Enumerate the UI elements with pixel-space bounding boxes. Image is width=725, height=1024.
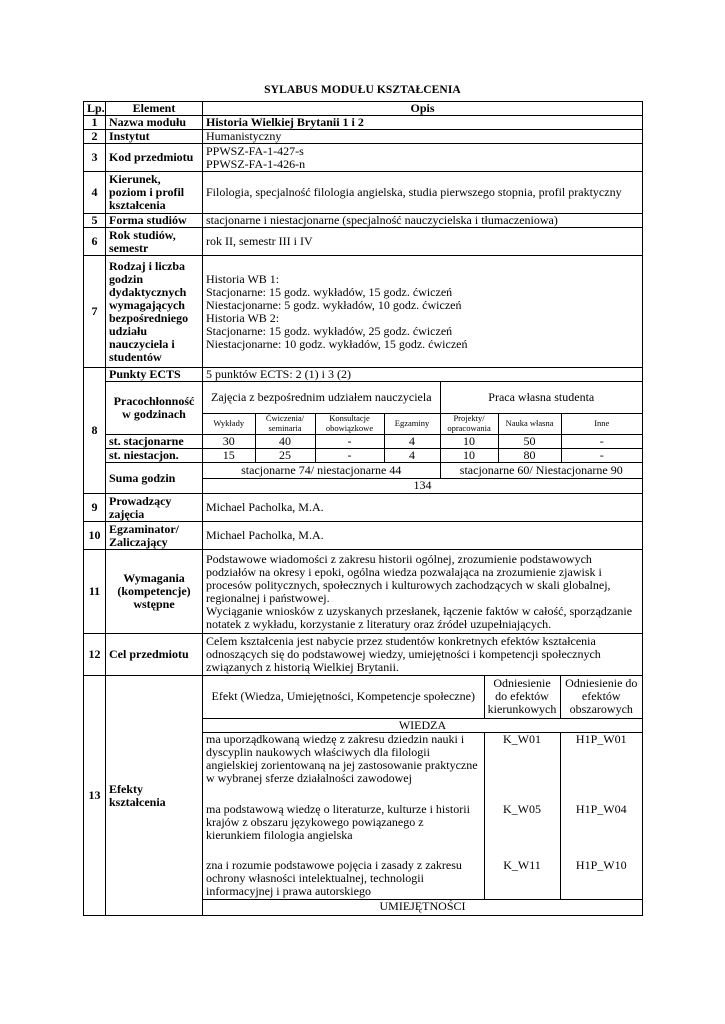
area-ref-header: Odniesienie do efektów obszarowych — [560, 676, 642, 718]
element-label: Nazwa modułu — [106, 116, 203, 130]
sum-values-cell — [203, 463, 643, 494]
sum-label: Suma godzin — [106, 463, 203, 494]
row-number: 2 — [84, 130, 106, 144]
extramural-values-cell — [203, 449, 643, 463]
learning-outcomes-cell — [203, 676, 643, 916]
element-label: Wymagania (kompetencje) wstępne — [106, 550, 203, 634]
outcome-text: ma podstawową wiedzę o literaturze, kulturze i historii krajów z obszaru językowego powiązanego z kierunkiem filologia angielska — [206, 801, 470, 842]
row-8-ects — [84, 368, 643, 382]
row-7 — [84, 256, 643, 368]
value-cell: - — [599, 448, 604, 462]
hours-line: Niestacjonarne: 5 godz. wykładów, 10 godz. ćwiczeń — [206, 297, 462, 312]
institute-value: Humanistyczny — [203, 130, 643, 144]
header-row — [84, 102, 643, 116]
row-9 — [84, 494, 643, 522]
element-label: Rodzaj i liczba godzin dydaktycznych wymagających bezpośredniego udziału nauczyciela i studentów — [106, 256, 203, 368]
col-header: Ćwiczenia/ seminaria — [255, 413, 315, 434]
sum-direct: stacjonarne 74/ niestacjonarne 44 — [203, 463, 440, 478]
sum-total: 134 — [413, 478, 432, 493]
skills-section-header: UMIEJĘTNOŚCI — [203, 899, 642, 913]
row-number: 10 — [84, 522, 106, 550]
examiner-value: Michael Pacholka, M.A. — [203, 522, 643, 550]
col-header: Konsultacje obowiązkowe — [315, 413, 384, 434]
row-number: 5 — [84, 214, 106, 228]
value-cell: 10 — [440, 449, 498, 462]
outcome-text: zna i rozumie podstawowe pojęcia i zasady z zakresu ochrony własności intelektualnej, technologii informacyjnej i prawa autorskiego — [206, 857, 462, 898]
code-stationary: PPWSZ-FA-1-427-s — [206, 143, 304, 158]
value-cell: 10 — [440, 435, 498, 448]
workload-label: Pracochłonność w godzinach — [106, 382, 203, 435]
element-label: Kod przedmiotu — [106, 144, 203, 172]
row-1 — [84, 116, 643, 130]
extramural-label: st. niestacjon. — [106, 449, 203, 463]
element-label: Prowadzący zajęcia — [106, 494, 203, 522]
row-8-workload — [84, 382, 643, 435]
requirements-knowledge: Podstawowe wiadomości z zakresu historii ogólnej, zrozumienie podstawowych podziałów na okresy i epoki, ogólna wiedza pozwalająca na zrozumienie zjawisk i procesów politycznych, społecznych i kulturowych zachodzących w skali globalnej, regionalnej i państwowej. — [206, 551, 611, 605]
area-ref: H1P_W04 — [575, 801, 627, 816]
effect-header: Efekt (Wiedza, Umiejętności, Kompetencje społeczne) — [203, 676, 484, 718]
row-6 — [84, 228, 643, 256]
row-5 — [84, 214, 643, 228]
sum-values — [203, 463, 642, 493]
row-number: 7 — [84, 256, 106, 368]
element-label: Cel przedmiotu — [106, 634, 203, 676]
self-study-header: Praca własna studenta — [440, 382, 642, 413]
value-cell: 30 — [203, 435, 255, 448]
stationary-label: st. stacjonarne — [106, 435, 203, 449]
value-cell: - — [315, 435, 384, 448]
area-ref: H1P_W01 — [575, 731, 627, 746]
study-form-value: stacjonarne i niestacjonarne (specjalność nauczycielska i tłumaczeniowa) — [203, 214, 643, 228]
learning-outcomes-table — [203, 676, 642, 913]
field-ref: K_W01 — [503, 731, 541, 746]
outcome-texts — [203, 732, 484, 899]
row-number: 3 — [84, 144, 106, 172]
lecturer-value: Michael Pacholka, M.A. — [203, 494, 643, 522]
ects-label: Punkty ECTS — [106, 368, 203, 382]
row-8-stationary — [84, 435, 643, 449]
value-cell: 4 — [384, 449, 440, 462]
hours-line: Historia WB 2: — [206, 310, 280, 325]
element-label: Kierunek, poziom i profil kształcenia — [106, 172, 203, 214]
field-ref-header: Odniesienie do efektów kierunkowych — [484, 676, 560, 718]
row-number: 11 — [84, 550, 106, 634]
row-number: 12 — [84, 634, 106, 676]
document-title: SYLABUS MODUŁU KSZTAŁCENIA — [264, 84, 461, 96]
course-goal-value: Celem kształcenia jest nabycie przez studentów konkretnych efektów kształcenia odnoszących się do podstawowej wiedzy, umiejętności i kompetencji społecznych związanych z historią Wielkiej Brytanii. — [203, 634, 643, 676]
row-3 — [84, 144, 643, 172]
stationary-values-cell — [203, 435, 643, 449]
hours-line: Stacjonarne: 15 godz. wykładów, 15 godz. ćwiczeń — [206, 284, 453, 299]
course-code — [203, 144, 643, 172]
stationary-values — [203, 435, 642, 448]
element-label: Efekty kształcenia — [106, 676, 203, 916]
hours-line: Niestacjonarne: 10 godz. wykładów, 15 godz. ćwiczeń — [206, 336, 468, 351]
value-cell: 50 — [498, 435, 561, 448]
knowledge-section-header: WIEDZA — [203, 718, 642, 732]
element-label: Forma studiów — [106, 214, 203, 228]
value-cell: 4 — [384, 435, 440, 448]
hours-breakdown — [203, 256, 643, 368]
row-number: 13 — [84, 676, 106, 916]
row-13 — [84, 676, 643, 916]
row-number: 1 — [84, 116, 106, 130]
row-10 — [84, 522, 643, 550]
row-12 — [84, 634, 643, 676]
outcome-text: ma uporządkowaną wiedzę z zakresu dziedzin nauki i dyscyplin naukowych właściwych dla filologii angielskiej zorientowaną na jej zastosowanie praktyczne w wybranej sferze działalności zawodowej — [206, 731, 478, 785]
row-number: 8 — [84, 368, 106, 494]
area-ref: H1P_W10 — [575, 857, 627, 872]
requirements-value — [203, 550, 643, 634]
header-element: Element — [106, 102, 203, 116]
hours-line: Stacjonarne: 15 godz. wykładów, 25 godz. ćwiczeń — [206, 323, 453, 338]
value-cell: 15 — [203, 449, 255, 462]
direct-contact-header: Zajęcia z bezpośrednim udziałem nauczyciela — [203, 382, 440, 413]
header-opis: Opis — [203, 102, 643, 116]
row-8-extramural — [84, 449, 643, 463]
year-semester-value: rok II, semestr III i IV — [203, 228, 643, 256]
field-value: Filologia, specjalność filologia angielska, studia pierwszego stopnia, profil praktyczny — [203, 172, 643, 214]
element-label: Instytut — [106, 130, 203, 144]
col-header: Projekty/ opracowania — [440, 413, 498, 434]
row-8-sum — [84, 463, 643, 494]
row-4 — [84, 172, 643, 214]
workload-table — [203, 382, 642, 434]
col-header: Egzaminy — [384, 413, 440, 434]
row-2 — [84, 130, 643, 144]
value-cell: 40 — [255, 435, 315, 448]
field-refs — [484, 732, 560, 899]
element-label: Egzaminator/ Zaliczający — [106, 522, 203, 550]
field-ref: K_W05 — [503, 801, 541, 816]
outcome-rows — [203, 732, 642, 899]
col-header: Nauka własna — [498, 413, 561, 434]
ects-value: 5 punktów ECTS: 2 (1) i 3 (2) — [203, 368, 643, 382]
module-name: Historia Wielkiej Brytanii 1 i 2 — [203, 116, 643, 130]
row-number: 4 — [84, 172, 106, 214]
row-11 — [84, 550, 643, 634]
col-header: Wykłady — [203, 413, 255, 434]
syllabus-table — [83, 101, 643, 916]
area-refs — [560, 732, 642, 899]
field-ref: K_W11 — [503, 857, 541, 872]
value-cell: 80 — [498, 449, 561, 462]
code-extramural: PPWSZ-FA-1-426-n — [206, 156, 306, 171]
value-cell: - — [315, 449, 384, 462]
hours-line: Historia WB 1: — [206, 271, 280, 286]
extramural-values — [203, 449, 642, 462]
sum-self: stacjonarne 60/ Niestacjonarne 90 — [440, 463, 642, 478]
row-number: 6 — [84, 228, 106, 256]
row-number: 9 — [84, 494, 106, 522]
element-label: Rok studiów, semestr — [106, 228, 203, 256]
workload-table-cell — [203, 382, 643, 435]
col-header: Inne — [561, 413, 642, 434]
value-cell: 25 — [255, 449, 315, 462]
header-lp: Lp. — [84, 102, 106, 116]
requirements-skills: Wyciąganie wniosków z uzyskanych przesłanek, łączenie faktów w całość, sporządzanie notatek z wykładu, korzystanie z literatury oraz źródeł uzupełniających. — [206, 603, 633, 631]
value-cell: - — [599, 434, 604, 448]
